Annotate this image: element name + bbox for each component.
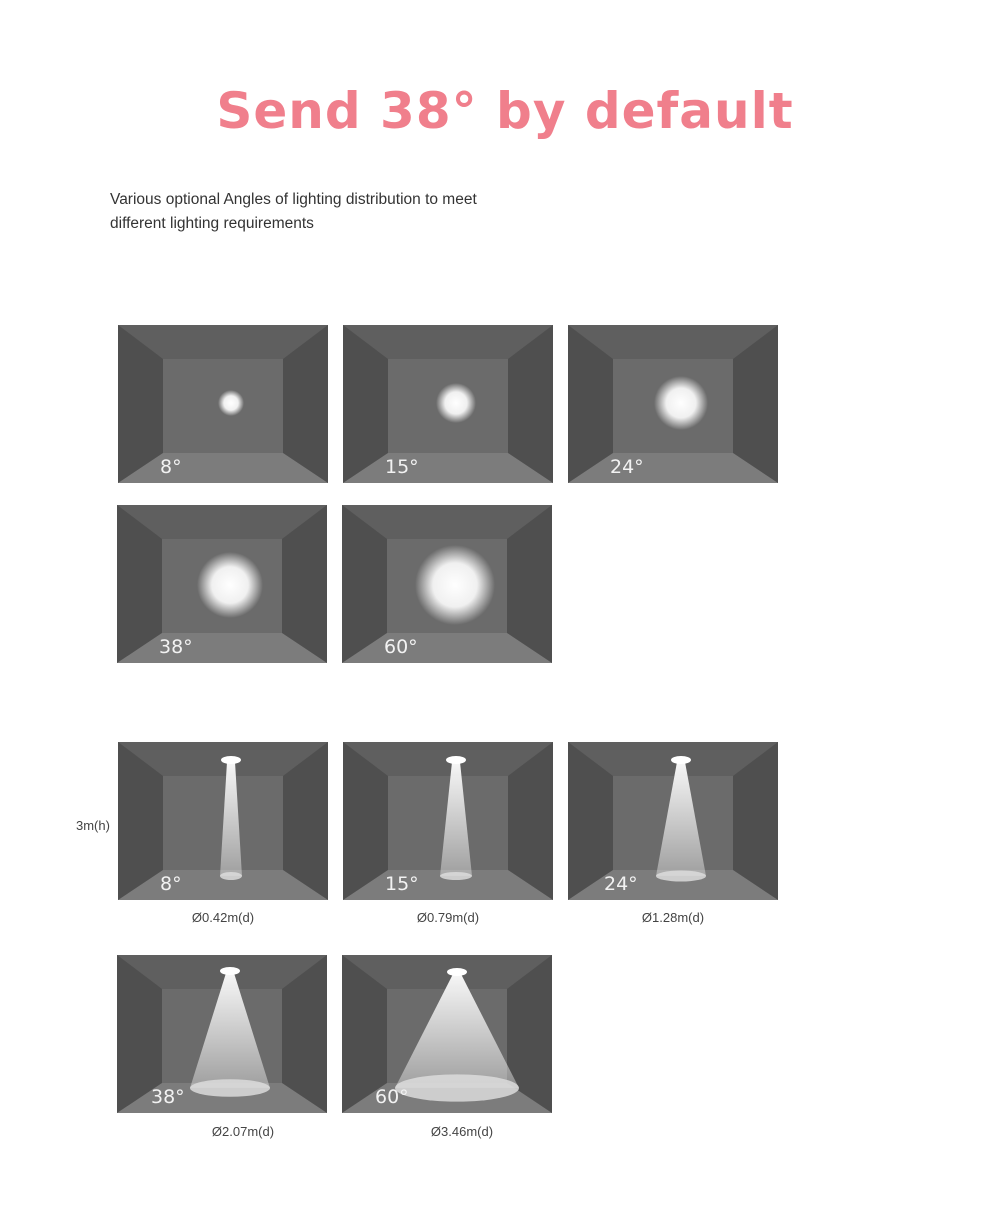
spot-panel-60 bbox=[342, 505, 552, 663]
angle-label: 24° bbox=[610, 456, 644, 478]
spot-panel-24 bbox=[568, 325, 778, 483]
spot-panel-8 bbox=[118, 325, 328, 483]
downlight-fixture bbox=[446, 756, 466, 764]
beam-illustration bbox=[117, 955, 327, 1113]
light-spot bbox=[218, 390, 244, 416]
beam-panel-60 bbox=[342, 955, 552, 1113]
diameter-caption: Ø3.46m(d) bbox=[430, 1124, 494, 1139]
spot-panel-38 bbox=[117, 505, 327, 663]
beam-panel-8 bbox=[118, 742, 328, 900]
intro-line-1: Various optional Angles of lighting distribution to meet bbox=[110, 191, 477, 208]
headline: Send 38° by default bbox=[216, 82, 794, 140]
beam-illustration bbox=[568, 742, 778, 900]
downlight-fixture bbox=[221, 756, 241, 764]
diameter-caption: Ø0.42m(d) bbox=[191, 910, 255, 925]
diameter-caption: Ø1.28m(d) bbox=[641, 910, 705, 925]
angle-label: 60° bbox=[375, 1086, 409, 1108]
room-illustration bbox=[568, 325, 778, 483]
beam-floor-pool bbox=[656, 871, 706, 882]
angle-label: 15° bbox=[385, 456, 419, 478]
angle-label: 38° bbox=[159, 636, 193, 658]
downlight-fixture bbox=[220, 967, 240, 975]
angle-label: 24° bbox=[604, 873, 638, 895]
height-label: 3m(h) bbox=[76, 818, 110, 833]
room-illustration bbox=[118, 325, 328, 483]
light-spot bbox=[197, 552, 263, 618]
angle-label: 8° bbox=[160, 456, 182, 478]
beam-illustration bbox=[342, 955, 552, 1113]
room-illustration bbox=[343, 325, 553, 483]
beam-panel-15 bbox=[343, 742, 553, 900]
beam-illustration bbox=[343, 742, 553, 900]
spot-panel-15 bbox=[343, 325, 553, 483]
beam-floor-pool bbox=[395, 1074, 519, 1101]
diameter-caption: Ø0.79m(d) bbox=[416, 910, 480, 925]
diameter-caption: Ø2.07m(d) bbox=[211, 1124, 275, 1139]
beam-floor-pool bbox=[190, 1079, 270, 1097]
beam-panel-24 bbox=[568, 742, 778, 900]
room-illustration bbox=[342, 505, 552, 663]
light-spot bbox=[654, 376, 708, 430]
beam-panel-38 bbox=[117, 955, 327, 1113]
light-spot bbox=[415, 545, 495, 625]
room-illustration bbox=[117, 505, 327, 663]
angle-label: 60° bbox=[384, 636, 418, 658]
downlight-fixture bbox=[447, 968, 467, 976]
angle-label: 8° bbox=[160, 873, 182, 895]
beam-floor-pool bbox=[220, 872, 242, 880]
light-spot bbox=[436, 383, 476, 423]
intro-line-2: different lighting requirements bbox=[110, 215, 314, 232]
beam-illustration bbox=[118, 742, 328, 900]
angle-label: 15° bbox=[385, 873, 419, 895]
downlight-fixture bbox=[671, 756, 691, 764]
intro-text bbox=[110, 188, 570, 236]
angle-label: 38° bbox=[151, 1086, 185, 1108]
beam-floor-pool bbox=[440, 872, 472, 880]
